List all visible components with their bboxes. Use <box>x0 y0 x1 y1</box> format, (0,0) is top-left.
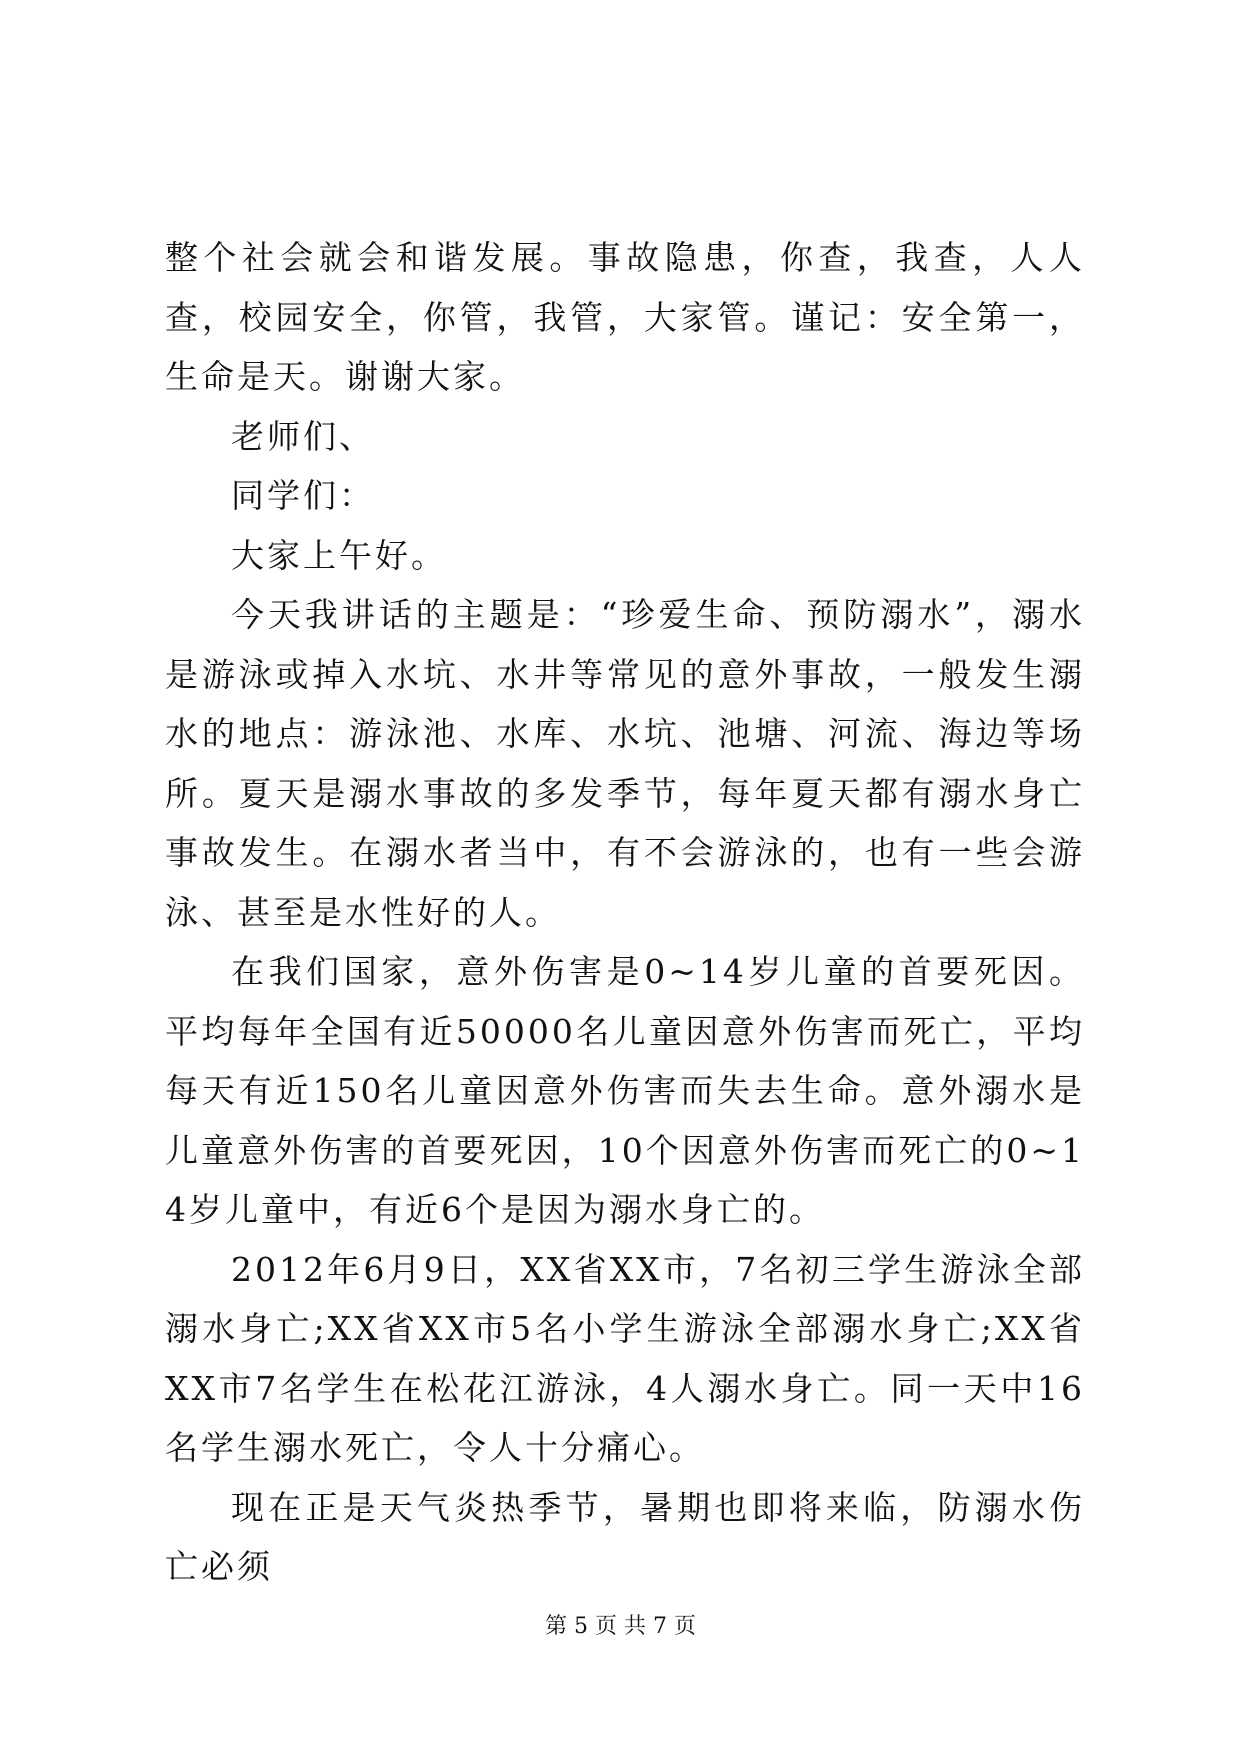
paragraph: 今天我讲话的主题是：“珍爱生命、预防溺水”，溺水是游泳或掉入水坑、水井等常见的意外事故，一般发生溺水的地点：游泳池、水库、水坑、池塘、河流、海边等场所。夏天是溺水事故的多发季节，每年夏天都有溺水身亡事故发生。在溺水者当中，有不会游泳的，也有一些会游泳、甚至是水性好的人。 <box>165 595 1085 932</box>
paragraph: 老师们、 <box>231 416 375 456</box>
paragraph: 2012年6月9日，XX省XX市，7名初三学生游泳全部溺水身亡;XX省XX市5名小学生游泳全部溺水身亡;XX省XX市7名学生在松花江游泳，4人溺水身亡。同一天中16名学生溺水死亡，令人十分痛心。 <box>165 1249 1085 1467</box>
paragraph: 大家上午好。 <box>231 535 447 575</box>
paragraph: 在我们国家，意外伤害是0~14岁儿童的首要死因。平均每年全国有近50000名儿童因意外伤害而死亡，平均每天有近150名儿童因意外伤害而失去生命。意外溺水是儿童意外伤害的首要死因，10个因意外伤害而死亡的0~14岁儿童中，有近6个是因为溺水身亡的。 <box>165 952 1085 1229</box>
paragraph: 现在正是天气炎热季节，暑期也即将来临，防溺水伤亡必须 <box>165 1487 1085 1586</box>
paragraph: 整个社会就会和谐发展。事故隐患，你查，我查，人人查，校园安全，你管，我管，大家管。谨记：安全第一，生命是天。谢谢大家。 <box>165 238 1085 396</box>
page-number-footer: 第 5 页 共 7 页 <box>545 1614 696 1639</box>
paragraph: 同学们： <box>231 476 375 515</box>
document-body <box>165 228 1085 1597</box>
